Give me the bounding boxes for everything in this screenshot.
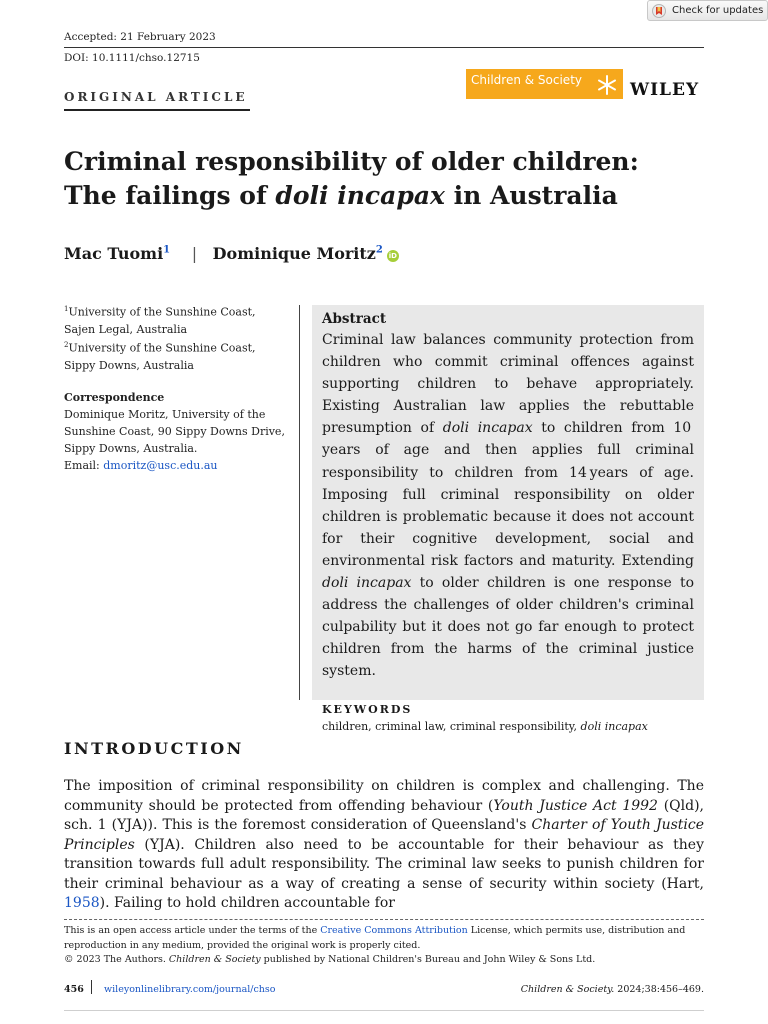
affiliation-1: $^1$University of the Sunshine Coast, Sajen Legal, Australia [64, 305, 256, 336]
page-bottom-rule [64, 1010, 704, 1011]
check-for-updates-button[interactable] [647, 0, 768, 21]
keywords-text: children, criminal law, criminal responsibility, doli incapax [322, 719, 648, 733]
publisher-logo: WILEY [630, 80, 700, 100]
abstract-panel [312, 305, 704, 733]
footer-separator [91, 980, 92, 994]
abstract-heading: Abstract [322, 311, 387, 327]
orcid-icon[interactable]: iD [388, 252, 397, 260]
affiliation-marker[interactable]: 2 [375, 244, 383, 256]
author-name[interactable]: Mac Tuomi [64, 244, 164, 263]
affiliation-marker[interactable]: 1 [163, 244, 171, 256]
author-separator: | [191, 244, 198, 263]
header-rule [64, 47, 704, 48]
article-type: ORIGINAL ARTICLE [64, 90, 248, 104]
license-link[interactable]: Creative Commons Attribution [320, 925, 468, 936]
title-line-2: The failings of doli incapax in Australia [64, 181, 618, 210]
correspondence-text: Dominique Moritz, University of the Sunshine Coast, 90 Sippy Downs Drive, Sippy Downs, Australia. [64, 408, 285, 455]
author-name[interactable]: Dominique Moritz [212, 244, 376, 263]
accepted-date: Accepted: 21 February 2023 [64, 31, 216, 43]
footnote-divider [64, 919, 704, 920]
check-updates-label: Check for updates [672, 5, 764, 16]
asterisk-logo-icon [596, 74, 618, 96]
journal-badge-label: Children & Society [471, 73, 582, 87]
bookmark-ribbon-icon [652, 4, 666, 18]
journal-site-link[interactable]: wileyonlinelibrary.com/journal/chso [104, 984, 276, 995]
doi: DOI: 10.1111/chso.12715 [64, 52, 200, 64]
article-type-underline [64, 109, 250, 111]
email-link[interactable]: dmoritz@usc.edu.au [103, 459, 218, 472]
journal-citation: Children & Society. 2024;38:456–469. [520, 984, 704, 995]
page-number: 456 [64, 984, 84, 995]
correspondence [64, 389, 289, 474]
title-line-1: Criminal responsibility of older children: [64, 147, 639, 176]
affiliation-2: $^2$University of the Sunshine Coast, Sippy Downs, Australia [64, 341, 256, 372]
correspondence-heading: Correspondence [64, 391, 165, 404]
introduction-paragraph: The imposition of criminal responsibility on children is complex and challenging. The community should be protected from offending behaviour (Youth Justice Act 1992 (Qld), sch. 1 (YJA)). This is the foremost consideration of Queensland's Charter of Youth Justice Principles (YJA). Children also need to be accountable for their behaviour as they transition towards full adult responsibility. The criminal law seeks to punish children for their criminal behaviour as a way of creating a sense of security within society (Hart, 1958). Failing to hold children accountable for [64, 778, 705, 911]
abstract-divider [299, 305, 300, 700]
correspondence-email: Email: dmoritz@usc.edu.au [64, 459, 218, 472]
license-footnote: This is an open access article under the terms of the Creative Commons Attribution License, which permits use, distribution and reproduction in any medium, provided the original work is properly cited. © 2023 The Authors. Children & Society published by National Children's Bureau and John Wiley & Sons Ltd. [64, 925, 686, 965]
abstract-text: Criminal law balances community protection from children who commit criminal offences against supporting children to behave appropriately. Existing Australian law applies the rebuttable presumption of doli incapax to children from 10 years of age and then applies full criminal responsibility to children from 14 years of age. Imposing full criminal responsibility on older children is problematic because it does not account for their cognitive development, social and environmental risk factors and maturity. Extending doli incapax to older children is one response to address the challenges of older children's criminal culpability but it does not go far enough to protect children from the harms of the criminal justice system. [322, 332, 695, 680]
citation-link[interactable]: 1958 [64, 895, 100, 911]
article-title [64, 145, 704, 213]
author-list [64, 244, 399, 263]
keywords-heading: KEYWORDS [322, 702, 413, 716]
section-heading-introduction: INTRODUCTION [64, 739, 244, 758]
